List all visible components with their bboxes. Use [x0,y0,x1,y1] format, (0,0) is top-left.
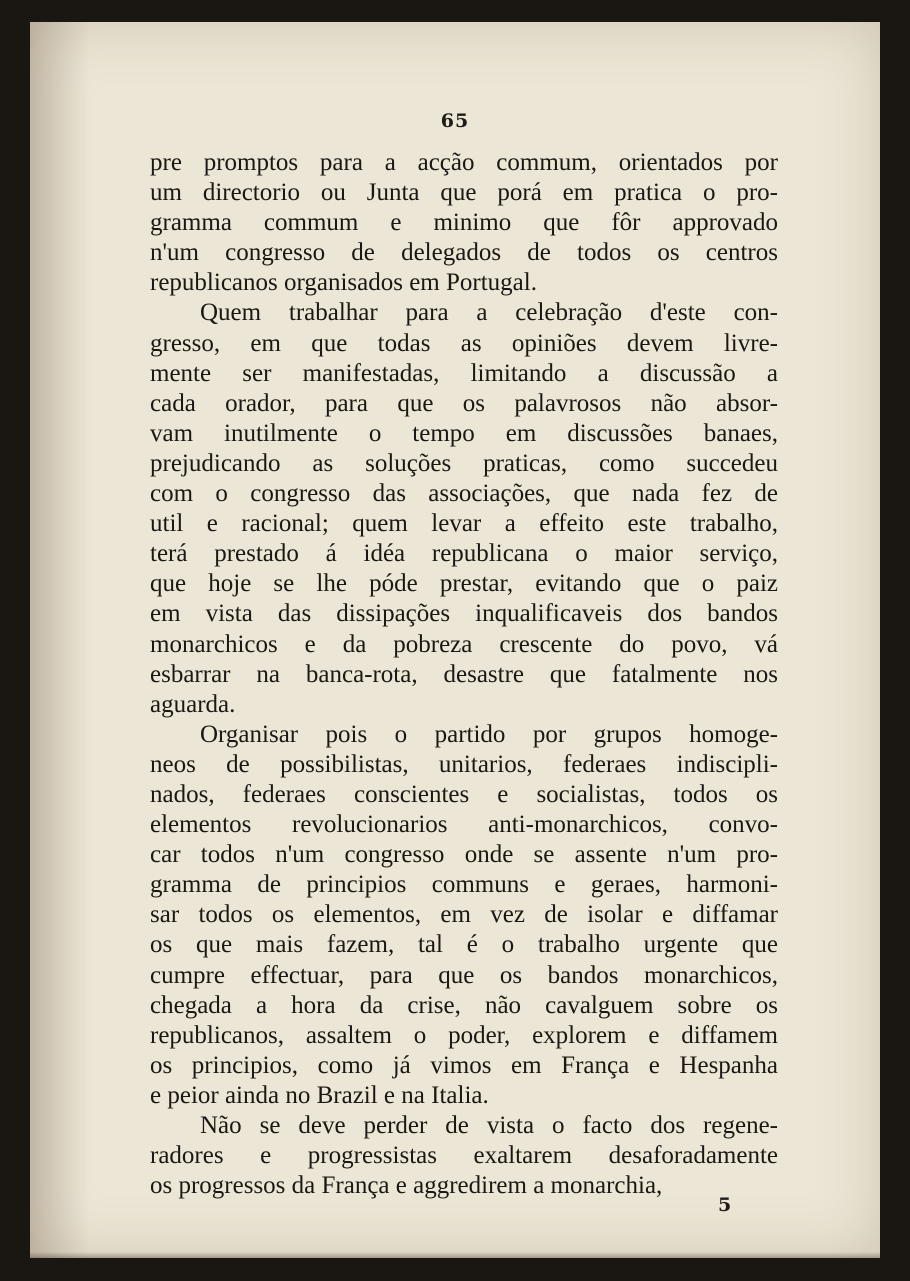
text-line: Organisar pois o partido por grupos homoge- [200,720,778,748]
text-line: Quem trabalhar para a celebração d'este con- [200,299,778,327]
paragraph [150,148,778,298]
text-line: gresso, em que todas as opiniões devem livre- [150,329,778,357]
paragraph [150,1111,778,1201]
text-line: com o congresso das associações, que nada fez de [150,480,778,508]
text-line: cumpre effectuar, para que os bandos monarchicos, [150,961,778,989]
text-line: mente ser manifestadas, limitando a discussão a [150,359,778,387]
paragraph [150,298,778,719]
text-line: util e racional; quem levar a effeito este trabalho, [150,510,778,538]
text-line: Não se deve perder de vista o facto dos regene- [200,1112,778,1139]
text-line: e peior ainda no Brazil e na Italia. [150,1081,489,1109]
text-line: gramma de principios communs e geraes, harmoni- [150,871,778,899]
text-line: terá prestado á idéa republicana o maior serviço, [150,540,778,568]
text-line: nados, federaes conscientes e socialistas, todos os [150,780,778,808]
text-line: pre promptos para a acção commum, orientados por [150,149,778,176]
text-line: sar todos os elementos, em vez de isolar e diffamar [150,901,778,929]
gutter-shadow [30,22,90,1258]
text-line: os principios, como já vimos em França e Hespanha [150,1051,778,1079]
body-text [150,148,778,1201]
text-line: monarchicos e da pobreza crescente do povo, vá [150,630,778,658]
paragraph [150,720,778,1111]
text-line: um directorio ou Junta que porá em pratica o pro- [150,179,778,207]
text-line: os que mais fazem, tal é o trabalho urgente que [150,931,778,959]
text-line: cada orador, para que os palavrosos não absor- [150,389,778,417]
text-line: republicanos, assaltem o poder, explorem e diffamem [150,1021,778,1049]
book-page [30,22,880,1258]
text-line: aguarda. [150,690,236,718]
text-line: esbarrar na banca-rota, desastre que fatalmente nos [150,660,778,688]
text-line: n'um congresso de delegados de todos os centros [150,239,778,267]
text-line: chegada a hora da crise, não cavalguem sobre os [150,991,778,1019]
page-number: 65 [440,110,470,132]
text-line: gramma commum e minimo que fôr approvado [150,209,778,237]
text-line: republicanos organisados em Portugal. [150,269,537,297]
text-line: os progressos da França e aggredirem a monarchia, [150,1172,663,1200]
text-line: em vista das dissipações inqualificaveis dos bandos [150,600,778,628]
text-line: car todos n'um congresso onde se assente n'um pro- [150,841,778,869]
text-line: radores e progressistas exaltarem desaforadamente [150,1142,778,1170]
text-line: prejudicando as soluções praticas, como succedeu [150,449,778,477]
text-line: vam inutilmente o tempo em discussões banaes, [150,419,778,447]
text-line: que hoje se lhe póde prestar, evitando que o paiz [150,570,778,598]
text-line: elementos revolucionarios anti-monarchicos, convo- [150,811,778,839]
text-line: neos de possibilistas, unitarios, federaes indiscipli- [150,750,778,778]
signature-mark: 5 [718,1194,732,1216]
page-bottom-edge [30,1252,880,1258]
